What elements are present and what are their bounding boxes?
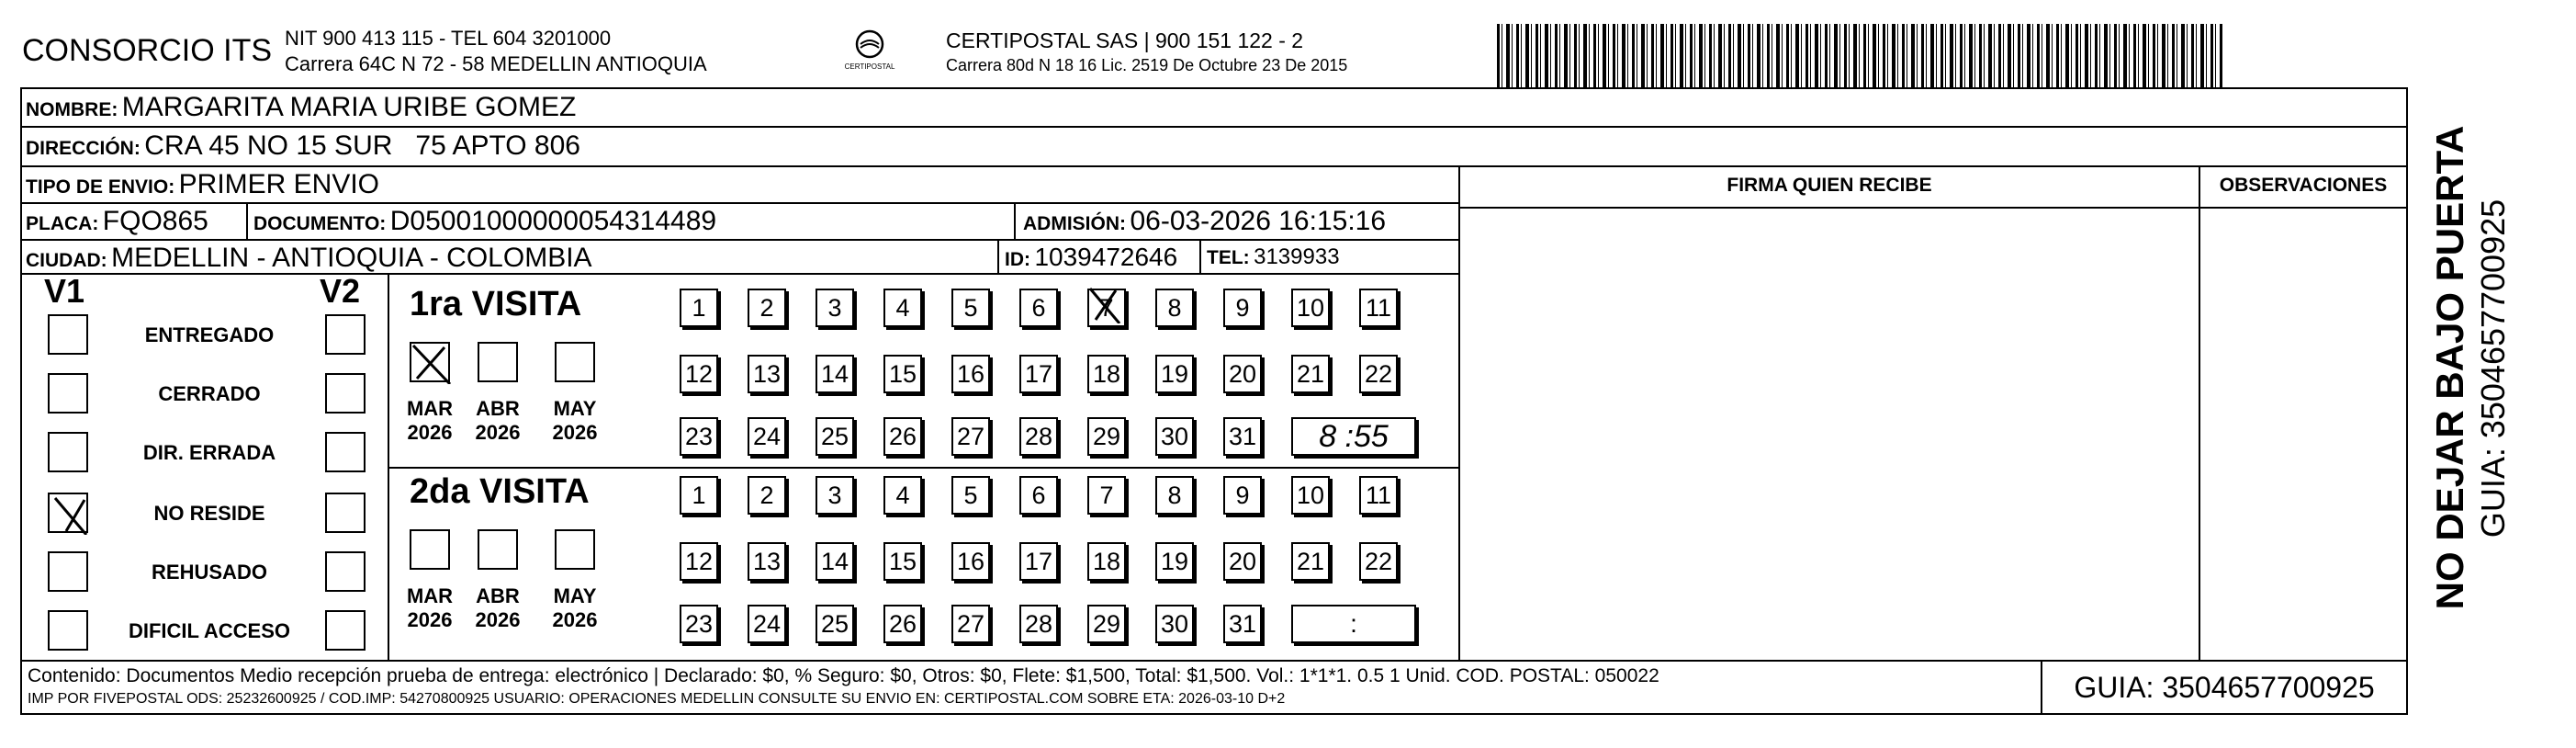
- company-name: CONSORCIO ITS: [22, 33, 273, 68]
- no-dejar-text: NO DEJAR BAJO PUERTA: [2428, 125, 2471, 610]
- day-box[interactable]: 28: [1019, 605, 1058, 643]
- day-box[interactable]: 25: [816, 417, 854, 456]
- day-box[interactable]: 9: [1223, 476, 1262, 515]
- company-info: [285, 26, 707, 77]
- status-option-label: ENTREGADO: [144, 323, 275, 346]
- day-box[interactable]: 31: [1223, 605, 1262, 643]
- direccion-value: CRA 45 NO 15 SUR 75 APTO 806: [144, 130, 580, 161]
- time-box[interactable]: 8 :55: [1291, 417, 1416, 456]
- day-box[interactable]: 10: [1291, 289, 1330, 327]
- row-line: [20, 165, 2406, 167]
- v1-checkbox[interactable]: [48, 493, 88, 533]
- v2-checkbox[interactable]: [325, 373, 366, 414]
- visit-title: 1ra VISITA: [410, 285, 582, 323]
- observaciones-area[interactable]: [2202, 210, 2404, 658]
- day-box[interactable]: 1: [680, 476, 718, 515]
- day-box[interactable]: 3: [816, 289, 854, 327]
- day-box[interactable]: 21: [1291, 355, 1330, 393]
- documento-value: D05001000000054314489: [389, 206, 717, 236]
- ciudad-label: CIUDAD:: [26, 250, 107, 271]
- row-line: [1458, 207, 2406, 209]
- day-box[interactable]: 6: [1019, 476, 1058, 515]
- day-box[interactable]: 11: [1359, 289, 1398, 327]
- carrier-name: CERTIPOSTAL SAS | 900 151 122 - 2: [946, 28, 1304, 52]
- day-box[interactable]: 10: [1291, 476, 1330, 515]
- tipo-row: [26, 169, 379, 200]
- frame-left: [20, 87, 22, 714]
- footer-content: Contenido: Documentos Medio recepción prueba de entrega: electrónico | Declarado: $0, % Seguro: $0, Otros: $0, Flete: $1,500, Total: $1,500. Vol.: 1*1*1. 0.5 1 Unid. COD. POSTAL: 050022: [28, 665, 1659, 686]
- month-label: MAY 2026: [552, 584, 598, 631]
- frame-bottom: [20, 713, 2408, 715]
- company-nit: NIT 900 413 115 - TEL 604 3201000: [285, 27, 612, 50]
- day-box[interactable]: 4: [883, 289, 922, 327]
- obs-left-line: [2199, 165, 2200, 660]
- id-cell: [1005, 243, 1177, 272]
- visit-divider: [388, 467, 1458, 469]
- documento-cell: [253, 206, 716, 237]
- placa-value: FQO865: [102, 206, 208, 236]
- day-box[interactable]: 17: [1019, 355, 1058, 393]
- cell-line: [1014, 204, 1016, 239]
- day-box[interactable]: 27: [951, 417, 990, 456]
- documento-label: DOCUMENTO:: [253, 213, 387, 234]
- check-mark-icon: [411, 344, 452, 384]
- day-box[interactable]: 19: [1155, 542, 1194, 581]
- day-box[interactable]: 29: [1087, 417, 1126, 456]
- day-box[interactable]: 27: [951, 605, 990, 643]
- id-value: 1039472646: [1034, 243, 1178, 271]
- ciudad-value: MEDELLIN - ANTIOQUIA - COLOMBIA: [111, 243, 592, 273]
- v1-checkbox[interactable]: [48, 432, 88, 472]
- day-box[interactable]: 15: [883, 542, 922, 581]
- day-box[interactable]: 2: [748, 289, 786, 327]
- direccion-label: DIRECCIÓN:: [26, 138, 141, 159]
- day-box[interactable]: 8: [1155, 289, 1194, 327]
- admision-cell: [1023, 206, 1386, 237]
- day-box[interactable]: 1: [680, 289, 718, 327]
- cell-line: [997, 241, 999, 273]
- day-box[interactable]: 7: [1087, 476, 1126, 515]
- cross-mark-icon: [1088, 287, 1125, 323]
- day-box[interactable]: 30: [1155, 417, 1194, 456]
- id-label: ID:: [1005, 249, 1030, 270]
- day-box[interactable]: 12: [680, 542, 718, 581]
- day-box[interactable]: 8: [1155, 476, 1194, 515]
- day-box[interactable]: 31: [1223, 417, 1262, 456]
- admision-value: 06-03-2026 16:15:16: [1130, 206, 1387, 236]
- day-box[interactable]: 28: [1019, 417, 1058, 456]
- cell-line: [246, 204, 248, 239]
- company-address: Carrera 64C N 72 - 58 MEDELLIN ANTIOQUIA: [285, 52, 707, 75]
- status-option-label: DIR. ERRADA: [142, 441, 276, 464]
- nombre-value: MARGARITA MARIA URIBE GOMEZ: [121, 92, 577, 122]
- day-box[interactable]: 2: [748, 476, 786, 515]
- v2-header: V2: [320, 272, 361, 310]
- day-box[interactable]: 26: [883, 605, 922, 643]
- admision-label: ADMISIÓN:: [1023, 213, 1126, 234]
- v1-checkbox[interactable]: [48, 373, 88, 414]
- v1-checkbox[interactable]: [48, 551, 88, 592]
- visit-title: 2da VISITA: [410, 472, 590, 511]
- v2-checkbox[interactable]: [325, 610, 366, 651]
- cell-line: [1199, 241, 1201, 273]
- v2-checkbox[interactable]: [325, 432, 366, 472]
- month-checkbox[interactable]: [478, 529, 518, 570]
- month-label: MAY 2026: [552, 397, 598, 444]
- day-box[interactable]: 30: [1155, 605, 1194, 643]
- check-mark-icon: [50, 494, 90, 535]
- day-box[interactable]: 23: [680, 417, 718, 456]
- day-box[interactable]: 18: [1087, 542, 1126, 581]
- day-box[interactable]: 20: [1223, 355, 1262, 393]
- month-checkbox[interactable]: [555, 342, 595, 382]
- v2-checkbox[interactable]: [325, 551, 366, 592]
- firma-left-line: [1458, 165, 1460, 660]
- time-box[interactable]: :: [1291, 605, 1416, 643]
- guia-vertical-text: GUIA: 3504657700925: [2474, 198, 2512, 538]
- day-box[interactable]: 5: [951, 289, 990, 327]
- tel-cell: [1207, 244, 1340, 270]
- day-box[interactable]: 29: [1087, 605, 1126, 643]
- footer-guia: GUIA: 3504657700925: [2074, 671, 2375, 704]
- day-box[interactable]: 13: [748, 542, 786, 581]
- day-box[interactable]: 6: [1019, 289, 1058, 327]
- day-box[interactable]: 3: [816, 476, 854, 515]
- day-box[interactable]: 5: [951, 476, 990, 515]
- day-box[interactable]: 16: [951, 542, 990, 581]
- firma-header: FIRMA QUIEN RECIBE: [1727, 175, 1932, 196]
- month-checkbox[interactable]: [410, 342, 450, 382]
- tel-label: TEL:: [1207, 247, 1250, 268]
- day-box[interactable]: 12: [680, 355, 718, 393]
- status-option-label: NO RESIDE: [153, 502, 265, 525]
- side-panel-guia: [2466, 130, 2521, 645]
- day-box[interactable]: 22: [1359, 355, 1398, 393]
- day-box[interactable]: 18: [1087, 355, 1126, 393]
- tel-value: 3139933: [1254, 244, 1340, 269]
- status-option-label: REHUSADO: [152, 561, 267, 584]
- month-checkbox[interactable]: [410, 529, 450, 570]
- month-label: MAR 2026: [406, 584, 454, 631]
- day-box[interactable]: 19: [1155, 355, 1194, 393]
- carrier-info: [946, 28, 1347, 77]
- row-line: [20, 126, 2406, 128]
- day-box[interactable]: 11: [1359, 476, 1398, 515]
- frame-top: [20, 87, 2408, 89]
- tipo-label: TIPO DE ENVIO:: [26, 176, 175, 198]
- status-option-label: CERRADO: [158, 382, 261, 405]
- day-box[interactable]: 14: [816, 355, 854, 393]
- barcode: [1497, 24, 2222, 88]
- row-line: [20, 202, 1460, 204]
- direccion-row: [26, 130, 580, 162]
- v2-checkbox[interactable]: [325, 314, 366, 355]
- v1-checkbox[interactable]: [48, 610, 88, 651]
- footer-line: [20, 660, 2406, 662]
- v1-header: V1: [44, 272, 85, 310]
- day-box[interactable]: 4: [883, 476, 922, 515]
- logo-text: CERTIPOSTAL: [844, 62, 895, 71]
- day-box[interactable]: 24: [748, 417, 786, 456]
- month-checkbox[interactable]: [478, 342, 518, 382]
- month-label: ABR 2026: [475, 584, 521, 631]
- placa-cell: [26, 206, 208, 237]
- day-box[interactable]: 9: [1223, 289, 1262, 327]
- day-box[interactable]: 23: [680, 605, 718, 643]
- day-box[interactable]: 24: [748, 605, 786, 643]
- visit-left-line: [388, 273, 389, 660]
- day-box[interactable]: 15: [883, 355, 922, 393]
- month-checkbox[interactable]: [555, 529, 595, 570]
- tipo-value: PRIMER ENVIO: [178, 169, 380, 199]
- day-box[interactable]: 21: [1291, 542, 1330, 581]
- nombre-row: [26, 92, 576, 123]
- day-box[interactable]: 7: [1087, 289, 1126, 327]
- day-box[interactable]: 17: [1019, 542, 1058, 581]
- status-option-label: DIFICIL ACCESO: [128, 619, 290, 642]
- day-box[interactable]: 14: [816, 542, 854, 581]
- day-box[interactable]: 25: [816, 605, 854, 643]
- placa-label: PLACA:: [26, 213, 99, 234]
- day-box[interactable]: 22: [1359, 542, 1398, 581]
- nombre-label: NOMBRE:: [26, 99, 118, 120]
- footer-imp: IMP POR FIVEPOSTAL ODS: 25232600925 / COD.IMP: 54270800925 USUARIO: OPERACIONES MEDELLIN CONSULTE SU ENVIO EN: CERTIPOSTAL.COM SOBRE ETA: 2026-03-10 D+2: [28, 691, 1286, 707]
- observaciones-header: OBSERVACIONES: [2219, 175, 2388, 196]
- ciudad-cell: [26, 243, 592, 274]
- day-box[interactable]: 26: [883, 417, 922, 456]
- v1-checkbox[interactable]: [48, 314, 88, 355]
- carrier-address: Carrera 80d N 18 16 Lic. 2519 De Octubre 23 De 2015: [946, 56, 1348, 74]
- day-box[interactable]: 13: [748, 355, 786, 393]
- month-label: MAR 2026: [406, 397, 454, 444]
- row-line: [20, 239, 1460, 241]
- month-label: ABR 2026: [475, 397, 521, 444]
- day-box[interactable]: 16: [951, 355, 990, 393]
- firma-area[interactable]: [1462, 210, 2197, 658]
- v2-checkbox[interactable]: [325, 493, 366, 533]
- day-box[interactable]: 20: [1223, 542, 1262, 581]
